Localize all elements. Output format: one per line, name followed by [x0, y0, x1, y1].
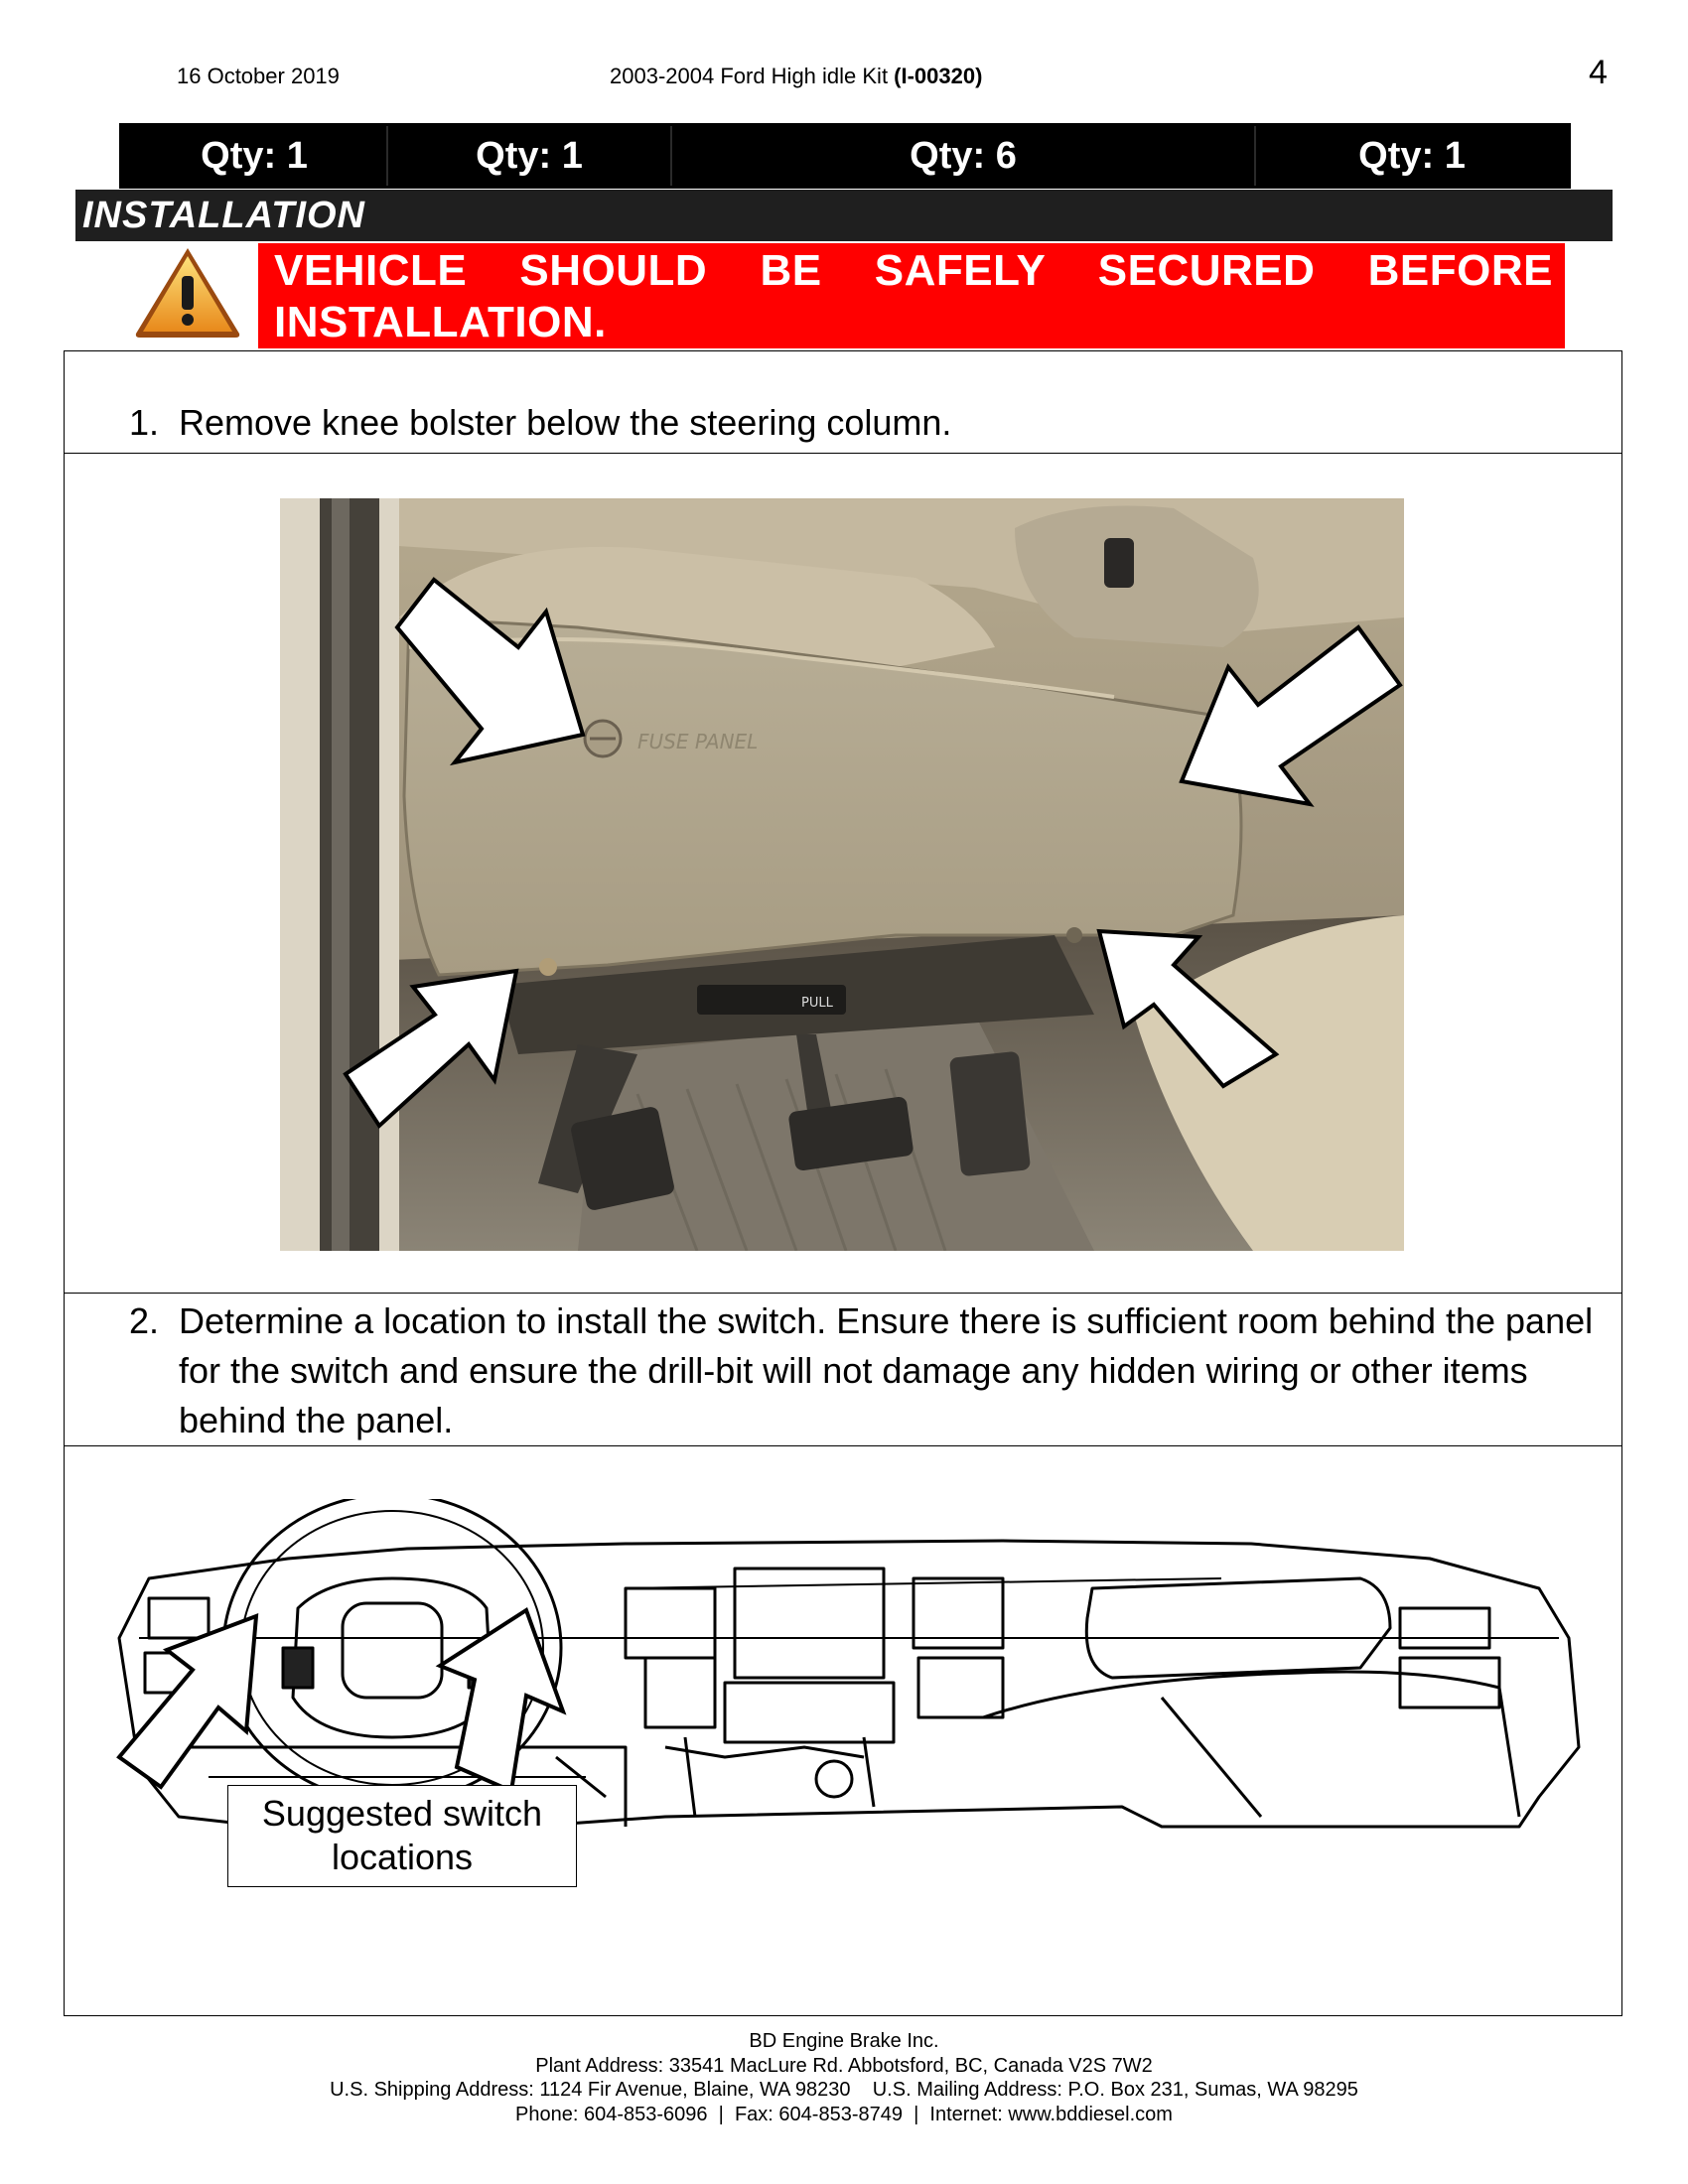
- footer-shipping-address: U.S. Shipping Address: 1124 Fir Avenue, Blaine, WA 98230 U.S. Mailing Address: P.O. Box 231, Sumas, WA 98295: [330, 2079, 1358, 2101]
- qty-cell: Qty: 1: [388, 126, 672, 186]
- qty-cell: Qty: 1: [122, 126, 388, 186]
- knee-bolster-photo: [280, 498, 1404, 1251]
- qty-cell: Qty: 1: [1358, 134, 1466, 177]
- warning-triangle-icon: [133, 244, 242, 340]
- step-text: Remove knee bolster below the steering column.: [179, 402, 952, 443]
- page-number: 4: [1589, 54, 1608, 91]
- step-text: Determine a location to install the switch. Ensure there is sufficient room behind the panel for the switch and ensure the drill-bit will not damage any hidden wiring or other items behind the panel.: [179, 1300, 1594, 1440]
- section-title: INSTALLATION: [82, 195, 365, 236]
- footer: [0, 2029, 1688, 2126]
- fuse-panel-label: FUSE PANEL: [637, 730, 759, 753]
- table-divider: [64, 1445, 1622, 1446]
- warning-text: VEHICLE SHOULD BE SAFELY SECURED BEFORE INSTALLATION.: [274, 246, 1553, 346]
- table-divider: [64, 1293, 1622, 1294]
- footer-plant-address: Plant Address: 33541 MacLure Rd. Abbotsford, BC, Canada V2S 7W2: [535, 2054, 1153, 2077]
- header-title-text: 2003-2004 Ford High idle Kit: [610, 64, 895, 88]
- footer-company: BD Engine Brake Inc.: [749, 2030, 939, 2052]
- step-number: 1.: [129, 402, 160, 443]
- footer-contact: Phone: 604-853-6096 | Fax: 604-853-8749 | Internet: www.bddiesel.com: [515, 2103, 1173, 2125]
- step-2: [0, 1297, 1688, 1445]
- step-number: 2.: [129, 1300, 160, 1341]
- header-title-code: (I-00320): [894, 64, 983, 88]
- step-1: [0, 398, 1688, 448]
- suggested-locations-callout: Suggested switch locations: [227, 1785, 577, 1887]
- header-title: [610, 64, 982, 89]
- table-divider: [64, 453, 1622, 454]
- pull-label: PULL: [801, 996, 833, 1011]
- header-date: 16 October 2019: [177, 64, 340, 88]
- qty-row: [119, 123, 1571, 189]
- qty-cell: Qty: 6: [672, 126, 1256, 186]
